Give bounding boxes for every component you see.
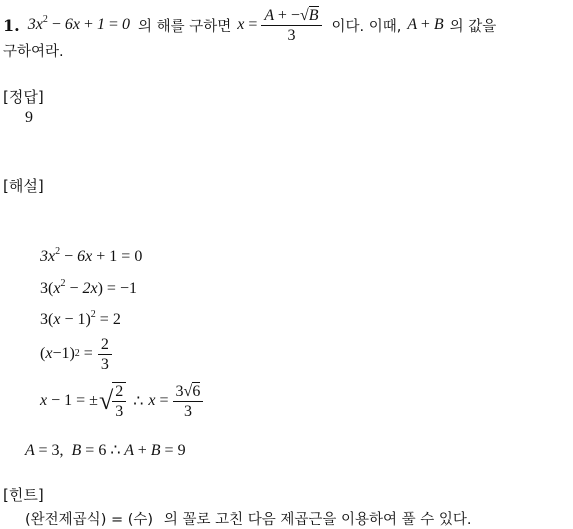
- solution-fraction: [261, 7, 321, 44]
- ask-expression: A + B: [407, 16, 444, 33]
- fraction-3-root6-over-3: $\frac{3√6}{3}$: [173, 383, 204, 420]
- solution-numerator: A + −√B: [261, 7, 321, 26]
- explanation-step-5: x − 1 = ± √ $\frac{2}{3}$ ∴ x = $\frac{3√6}{3}$: [40, 378, 205, 424]
- answer-value: 9: [25, 109, 33, 126]
- explanation-conclusion: A = 3, B = 6 ∴ A + B = 9: [25, 442, 186, 459]
- problem-line-1: [3, 8, 496, 42]
- problem-text-3: 의 값을: [449, 18, 497, 35]
- problem-line-2: 구하여라.: [3, 44, 64, 60]
- hint-text-1: (완전제곱식) = (수): [25, 512, 154, 528]
- solution-lhs: x =: [237, 16, 258, 33]
- problem-text-1: 의 해를 구하면: [138, 18, 232, 35]
- answer-label: [정답]: [3, 88, 44, 106]
- problem-text-2: 이다. 이때,: [331, 18, 402, 35]
- hint-label: [힌트]: [3, 486, 44, 504]
- solution-denominator: 3: [287, 26, 296, 44]
- explanation-label: [해설]: [3, 177, 44, 195]
- problem-equation: $3x^2 - 6x + 1 = 0$: [27, 14, 131, 33]
- fraction-two-thirds: $\frac{2}{3}$: [98, 336, 112, 373]
- sqrt-two-thirds: $\frac{2}{3}$: [112, 382, 126, 420]
- explanation-step-1: $3x^2 - 6x + 1 = 0$: [40, 246, 143, 265]
- explanation-step-4: ( x − 1) 2 = $\frac{2}{3}$: [40, 334, 114, 374]
- explanation-step-3: $3(x - 1)^2 = 2$: [40, 309, 121, 328]
- hint-line: [25, 508, 471, 529]
- problem-number: 1.: [3, 15, 20, 35]
- explanation-step-2: $3(x^2 - 2x) = -1$: [40, 278, 137, 297]
- hint-text-2: 의 꼴로 고친 다음 제곱근을 이용하여 풀 수 있다.: [163, 512, 472, 528]
